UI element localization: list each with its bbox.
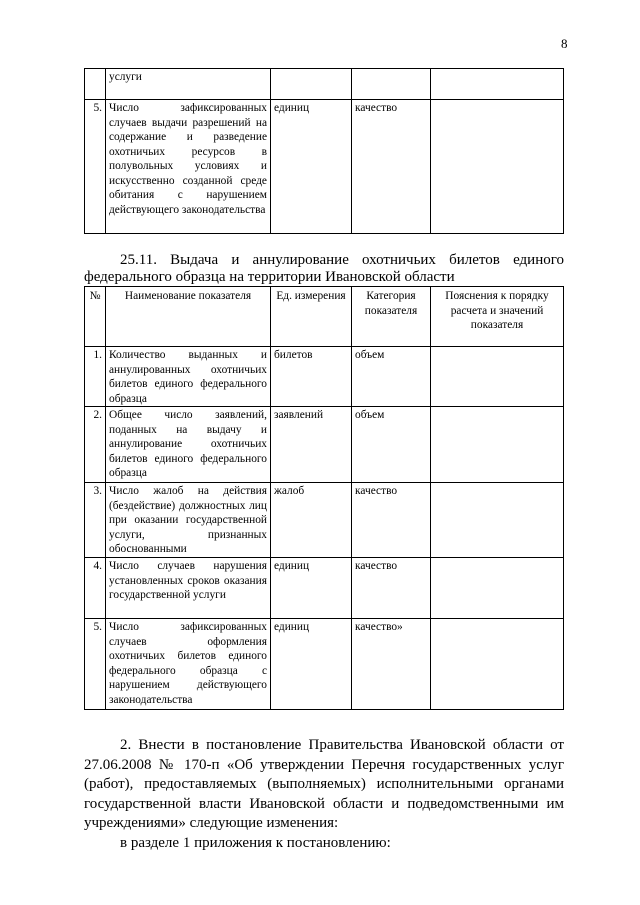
unit: единиц — [271, 100, 352, 234]
table-row — [85, 69, 564, 100]
header-unit: Ед. измерения — [271, 287, 352, 347]
indicator-name: Количество выданных и аннулированных охотничьих билетов единого федерального образца — [106, 347, 271, 407]
indicator-name: Число жалоб на действия (бездействие) должностных лиц при оказании государственной услуги, признанных обоснованными — [106, 483, 271, 558]
table-row — [85, 347, 564, 407]
table-row — [85, 407, 564, 483]
indicator-name: Число зафиксированных случаев выдачи разрешений на содержание и разведение охотничьих ресурсов в полувольных условиях и искусственно созданной среде обитания с нарушением действующего законодательства — [106, 100, 271, 234]
category: качество» — [352, 619, 431, 710]
row-number: 2. — [85, 407, 106, 483]
category — [352, 69, 431, 100]
header-category: Категория показателя — [352, 287, 431, 347]
paragraph-section: в разделе 1 приложения к постановлению: — [120, 834, 391, 851]
note — [431, 100, 564, 234]
note — [431, 407, 564, 483]
header-name: Наименование показателя — [106, 287, 271, 347]
unit: единиц — [271, 558, 352, 619]
indicator-name: Число случаев нарушения установленных сроков оказания государственной услуги — [106, 558, 271, 619]
row-number: 5. — [85, 100, 106, 234]
table-row — [85, 100, 564, 234]
row-number: 4. — [85, 558, 106, 619]
table-row — [85, 619, 564, 710]
unit: билетов — [271, 347, 352, 407]
category: объем — [352, 407, 431, 483]
paragraph-amendment: 2. Внести в постановление Правительства Ивановской области от 27.06.2008 № 170-п «Об утверждении Перечня государственных услуг (работ), предоставляемых (выполняемых) исполнительными органами государственной власти Ивановской области и подведомственными им учреждениями» следующие изменения: — [84, 737, 564, 831]
note — [431, 347, 564, 407]
indicator-name: Число зафиксированных случаев оформления охотничьих билетов единого федерального образца с нарушением действующего законодательства — [106, 619, 271, 710]
row-number: 5. — [85, 619, 106, 710]
section-heading — [84, 252, 564, 286]
table-row — [85, 483, 564, 558]
continuation-table — [84, 68, 564, 234]
header-note: Пояснения к порядку расчета и значений показателя — [431, 287, 564, 347]
unit: единиц — [271, 619, 352, 710]
note — [431, 69, 564, 100]
unit — [271, 69, 352, 100]
section-heading-line2: федерального образца на территории Ивановской области — [84, 269, 455, 285]
note — [431, 619, 564, 710]
category: качество — [352, 100, 431, 234]
unit: заявлений — [271, 407, 352, 483]
header-number: № — [85, 287, 106, 347]
unit: жалоб — [271, 483, 352, 558]
table-header-row — [85, 287, 564, 347]
indicator-name: услуги — [106, 69, 271, 100]
indicators-table — [84, 286, 564, 710]
indicator-name: Общее число заявлений, поданных на выдачу и аннулирование охотничьих билетов единого федерального образца — [106, 407, 271, 483]
table-row — [85, 558, 564, 619]
row-number — [85, 69, 106, 100]
category: качество — [352, 483, 431, 558]
body-text — [84, 736, 564, 853]
category: объем — [352, 347, 431, 407]
note — [431, 483, 564, 558]
page-number: 8 — [561, 36, 568, 51]
section-heading-line1: 25.11. Выдача и аннулирование охотничьих билетов единого — [120, 252, 564, 268]
row-number: 3. — [85, 483, 106, 558]
note — [431, 558, 564, 619]
row-number: 1. — [85, 347, 106, 407]
category: качество — [352, 558, 431, 619]
